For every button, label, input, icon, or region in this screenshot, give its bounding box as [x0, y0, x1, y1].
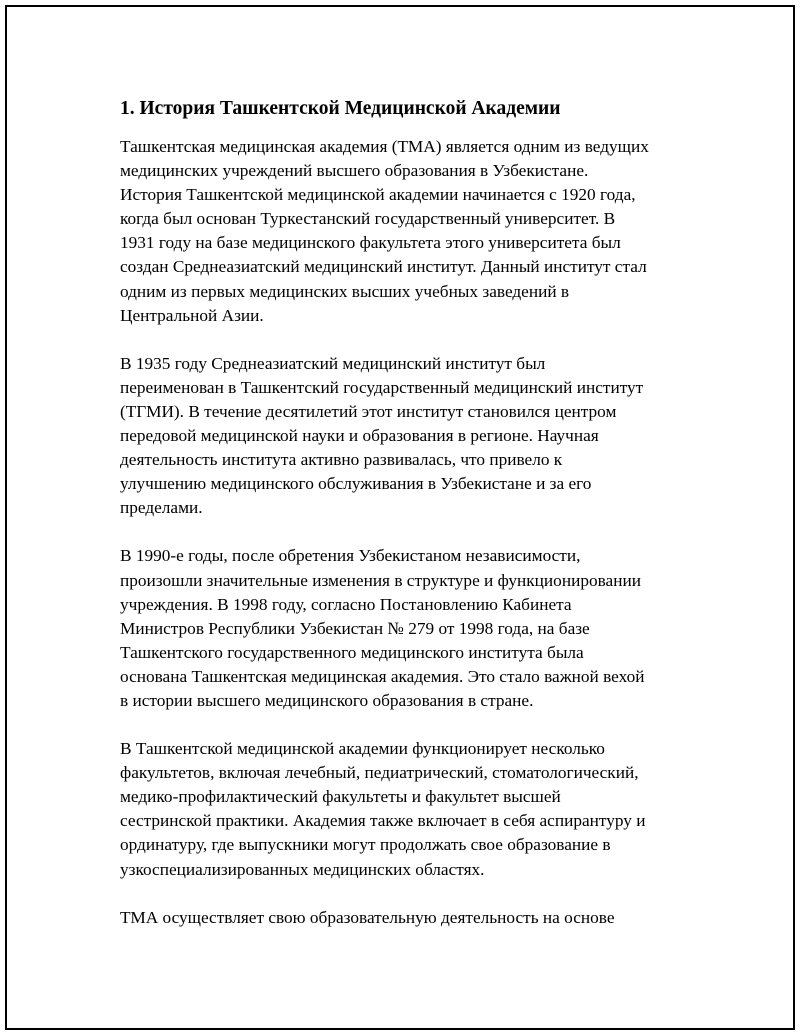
text-line: сестринской практики. Академия также включает в себя аспирантуру и — [120, 811, 646, 831]
text-line: когда был основан Туркестанский государственный университет. В — [120, 209, 616, 229]
paragraph-3 — [120, 544, 695, 713]
paragraph-1 — [120, 135, 695, 328]
document-content — [120, 97, 695, 954]
text-line: 1931 году на базе медицинского факультета этого университета был — [120, 233, 621, 253]
text-line: одним из первых медицинских высших учебных заведений в — [120, 281, 570, 301]
text-line: произошли значительные изменения в структуре и функционировании — [120, 570, 641, 590]
text-line: Ташкентская медицинская академия (ТМА) является одним из ведущих — [120, 137, 649, 156]
text-line: переименован в Ташкентский государственный медицинский институт — [120, 377, 644, 397]
text-line: В 1990-е годы, после обретения Узбекистаном независимости, — [120, 546, 581, 566]
page-title: 1. История Ташкентской Медицинской Академии — [120, 98, 561, 119]
text-line: деятельность института активно развивалась, что привело к — [120, 450, 563, 470]
text-line: узкоспециализированных медицинских областях. — [120, 859, 485, 879]
text-line: Ташкентского государственного медицинского института была — [120, 642, 584, 662]
text-line: передовой медицинской науки и образования в регионе. Научная — [120, 426, 599, 446]
text-line: улучшению медицинского обслуживания в Узбекистане и за его — [120, 474, 592, 494]
text-line: В 1935 году Среднеазиатский медицинский институт был — [120, 353, 546, 373]
text-line: медицинских учреждений высшего образования в Узбекистане. — [120, 161, 589, 181]
text-line: основана Ташкентская медицинская академия. Это стало важной вехой — [120, 666, 645, 686]
text-line: учреждения. В 1998 году, согласно Постановлению Кабинета — [120, 594, 572, 614]
text-line: История Ташкентской медицинской академии начинается с 1920 года, — [120, 185, 636, 205]
paragraph-2 — [120, 352, 695, 521]
text-line: создан Среднеазиатский медицинский институт. Данный институт стал — [120, 257, 647, 277]
text-line: Министров Республики Узбекистан № 279 от 1998 года, на базе — [120, 618, 590, 638]
text-line: медико-профилактический факультеты и факультет высшей — [120, 787, 561, 807]
text-line: в истории высшего медицинского образования в стране. — [120, 690, 534, 710]
text-line: В Ташкентской медицинской академии функционирует несколько — [120, 739, 605, 759]
text-line: ТМА осуществляет свою образовательную деятельность на основе — [120, 907, 615, 927]
paragraph-4 — [120, 737, 695, 882]
text-line: Центральной Азии. — [120, 305, 264, 325]
paragraph-5 — [120, 906, 695, 930]
text-line: (ТГМИ). В течение десятилетий этот институт становился центром — [120, 401, 617, 421]
text-line: пределами. — [120, 498, 203, 518]
text-line: факультетов, включая лечебный, педиатрический, стоматологический, — [120, 763, 639, 783]
document-page — [5, 5, 795, 1030]
text-line: ординатуру, где выпускники могут продолжать свое образование в — [120, 835, 611, 855]
